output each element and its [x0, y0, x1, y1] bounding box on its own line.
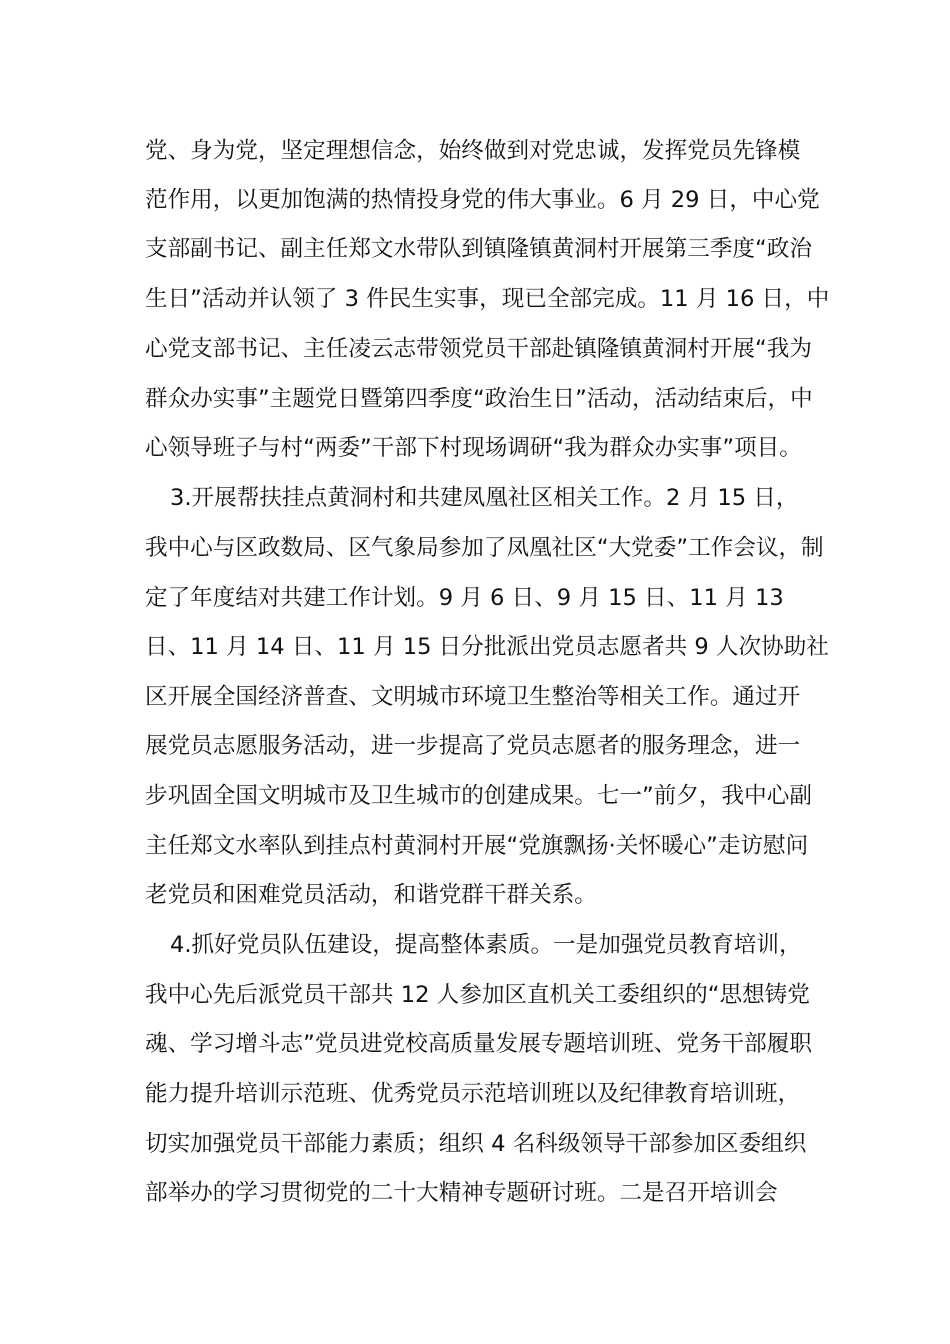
line-text: 魂、学习增斗志”党员进党校高质量发展专题培训班、党务干部履职	[145, 1031, 812, 1057]
line-text: 步巩固全国文明城市及卫生城市的创建成果。七一”前夕，我中心副	[145, 783, 812, 809]
line-text: 生日”活动并认领了 3 件民生实事，现已全部完成。11 月 16 日，中	[145, 286, 830, 312]
text-line	[0, 622, 950, 672]
line-text: 3.开展帮扶挂点黄洞村和共建凤凰社区相关工作。2 月 15 日，	[170, 485, 799, 511]
text-line	[0, 870, 950, 920]
line-text: 主任郑文水率队到挂点村黄洞村开展“党旗飘扬·关怀暖心”走访慰问	[145, 833, 809, 859]
line-text: 日、11 月 14 日、11 月 15 日分批派出党员志愿者共 9 人次协助社	[145, 634, 829, 660]
line-text: 范作用，以更加饱满的热情投身党的伟大事业。6 月 29 日，中心党	[145, 187, 820, 213]
line-text: 区开展全国经济普查、文明城市环境卫生整治等相关工作。通过开	[145, 684, 801, 710]
line-text: 心领导班子与村“两委”干部下村现场调研“我为群众办实事”项目。	[145, 435, 802, 461]
text-line	[0, 1119, 950, 1169]
line-text: 部举办的学习贯彻党的二十大精神专题研讨班。二是召开培训会	[145, 1180, 778, 1206]
text-line	[0, 672, 950, 722]
paragraph-heading-line	[0, 920, 950, 970]
text-line	[0, 175, 950, 225]
text-line	[0, 126, 950, 176]
line-text: 定了年度结对共建工作计划。9 月 6 日、9 月 15 日、11 月 13	[145, 585, 784, 611]
text-line	[0, 821, 950, 871]
text-line	[0, 1069, 950, 1119]
line-text: 能力提升培训示范班、优秀党员示范培训班以及纪律教育培训班，	[145, 1081, 801, 1107]
line-text: 群众办实事”主题党日暨第四季度“政治生日”活动，活动结束后，中	[145, 386, 813, 412]
text-line	[0, 721, 950, 771]
text-line	[0, 1019, 950, 1069]
line-text: 心党支部书记、主任凌云志带领党员干部赴镇隆镇黄洞村开展“我为	[145, 336, 812, 362]
text-line	[0, 1168, 950, 1218]
line-text: 支部副书记、副主任郑文水带队到镇隆镇黄洞村开展第三季度“政治	[145, 236, 812, 262]
text-line	[0, 771, 950, 821]
text-line	[0, 224, 950, 274]
line-text: 切实加强党员干部能力素质；组织 4 名科级领导干部参加区委组织	[145, 1131, 807, 1157]
text-line	[0, 374, 950, 424]
text-line	[0, 274, 950, 324]
text-line	[0, 423, 950, 473]
line-text: 我中心与区政数局、区气象局参加了凤凰社区“大党委”工作会议，制	[145, 535, 824, 561]
text-line	[0, 970, 950, 1020]
text-line	[0, 573, 950, 623]
paragraph-heading-line	[0, 473, 950, 523]
line-text: 我中心先后派党员干部共 12 人参加区直机关工委组织的“思想铸党	[145, 982, 810, 1008]
line-text: 4.抓好党员队伍建设，提高整体素质。一是加强党员教育培训，	[170, 932, 802, 958]
line-text: 老党员和困难党员活动，和谐党群干群关系。	[145, 882, 597, 908]
line-text: 展党员志愿服务活动，进一步提高了党员志愿者的服务理念，进一	[145, 733, 801, 759]
text-line	[0, 324, 950, 374]
line-text: 党、身为党，坚定理想信念，始终做到对党忠诚，发挥党员先锋模	[145, 138, 801, 164]
text-line	[0, 523, 950, 573]
